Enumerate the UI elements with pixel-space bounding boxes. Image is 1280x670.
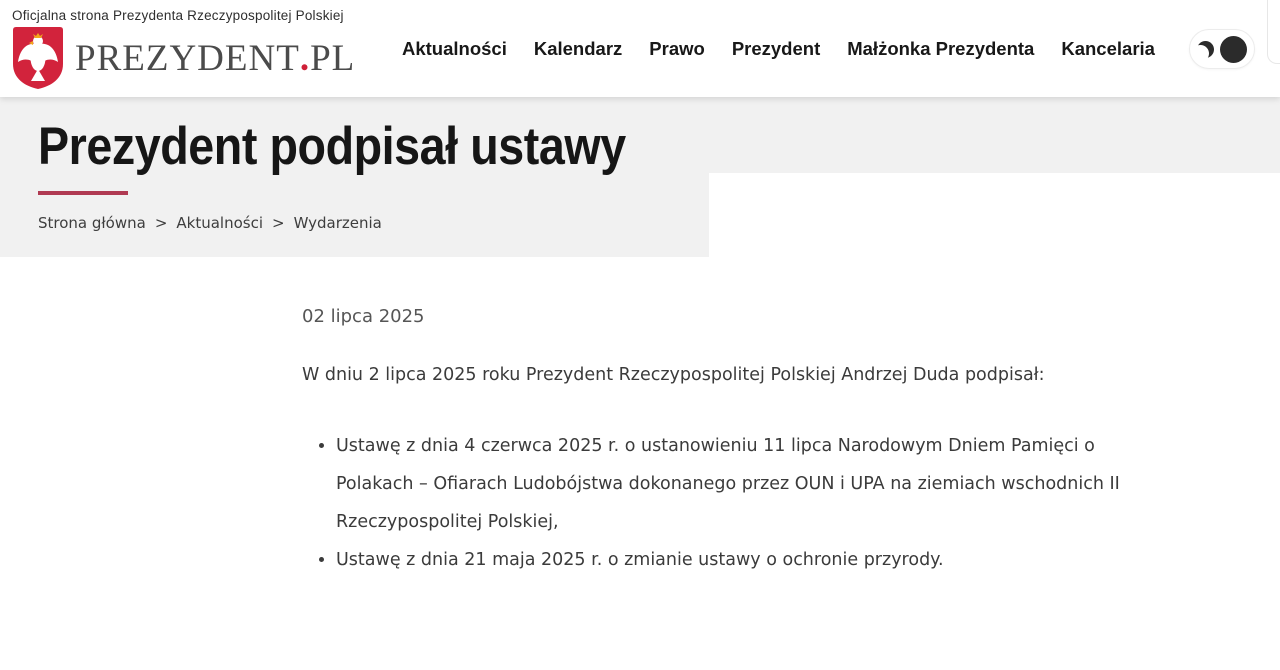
coat-of-arms-icon [12,26,64,90]
breadcrumb-wydarzenia[interactable]: Wydarzenia [293,214,382,232]
crescent-moon-icon [1197,41,1214,58]
nav-item-aktualnosci[interactable]: Aktualności [402,37,507,59]
breadcrumb-aktualnosci[interactable]: Aktualności [176,214,263,232]
nav-item-kancelaria[interactable]: Kancelaria [1061,37,1155,59]
site-header [0,0,1280,97]
article-intro: W dniu 2 lipca 2025 roku Prezydent Rzeczypospolitej Polskiej Andrzej Duda podpisał: [302,365,1045,385]
offscreen-panel-edge [1267,0,1280,64]
list-item: • Ustawę z dnia 21 maja 2025 r. o zmianie ustawy o ochronie przyrody. [336,541,1160,579]
breadcrumb-strona-glowna[interactable]: Strona główna [38,214,146,232]
article-date: 02 lipca 2025 [302,306,425,327]
nav-item-prezydent[interactable]: Prezydent [731,37,821,59]
article-body [302,305,1182,579]
hero-band [0,97,1280,257]
breadcrumb-separator: > [154,214,168,232]
page-title: Prezydent podpisał ustawy [38,117,626,176]
logo-dot: . [299,37,311,79]
dark-circle-icon [1220,36,1247,63]
site-logo[interactable] [12,26,355,90]
breadcrumb [38,214,382,232]
hero-cutout [709,173,1280,257]
list-item: • Ustawę z dnia 4 czerwca 2025 r. o ustanowieniu 11 lipca Narodowym Dniem Pamięci o Polakach – Ofiarach Ludobójstwa dokonanego przez OUN i UPA na ziemiach wschodnich II Rzeczypospolitej Polskiej, [336,427,1160,541]
nav-item-malzonka-prezydenta[interactable]: Małżonka Prezydenta [847,37,1035,59]
breadcrumb-separator: > [272,214,285,232]
logo-prezydent-pl[interactable] [75,37,356,79]
theme-toggle[interactable] [1189,29,1255,69]
main-nav [402,0,1155,97]
nav-item-prawo[interactable]: Prawo [649,37,705,59]
article-bullet-list [302,427,1160,579]
logo-tld-text: PL [310,37,356,79]
title-underline [38,191,128,195]
site-tagline: Oficjalna strona Prezydenta Rzeczypospolitej Polskiej [12,8,344,23]
nav-item-kalendarz[interactable]: Kalendarz [533,37,623,59]
logo-brand-text: PREZYDENT [75,37,300,79]
